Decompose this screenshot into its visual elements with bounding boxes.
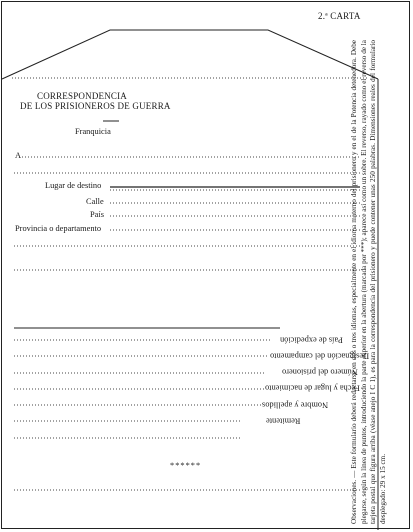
country-label: País xyxy=(90,210,104,219)
province-label: Provincia o departamento xyxy=(15,224,102,233)
franchise-label: Franquicia xyxy=(75,127,111,136)
birth-label: Fecha y lugar de nacimiento xyxy=(265,383,360,393)
name-label: Nombre y apellidos xyxy=(262,400,329,410)
fold-stars-marker: ****** xyxy=(170,461,202,470)
prisoner-number-label: Número del prisionero xyxy=(282,367,358,377)
heading-line-1: CORRESPONDENCIA xyxy=(37,91,128,101)
sender-title: Remitente xyxy=(266,416,301,426)
corner-label: 2.ª CARTA xyxy=(318,11,361,21)
street-label: Calle xyxy=(86,197,104,206)
destination-label: Lugar de destino xyxy=(45,181,102,190)
heading-line-2: DE LOS PRISIONEROS DE GUERRA xyxy=(20,101,171,111)
to-label: A xyxy=(15,151,22,160)
camp-label: Designación del campamento xyxy=(270,351,370,361)
dispatch-country-label: País de expedición xyxy=(280,335,343,345)
observations-text: Observaciones. — Este formulario deberá redactarse en dos o tres idiomas, especialmente en el idioma materno del prisionero y en el de la Potencia detenedora. Debe plegarse, según la línea de puntos, introduciendo la parte superior en la abertura (marcada por ***); aparece así como un sobre. El reverso, rayado como el reverso de la tarjeta postal que figura arriba (véase anejo I C 1), es para la correspondencia del prisionero y puede contener unas 250 palabras. Dimensiones reales del formulario desplegado: 29 x 15 cm. xyxy=(350,40,387,524)
envelope-flap xyxy=(2,30,378,79)
